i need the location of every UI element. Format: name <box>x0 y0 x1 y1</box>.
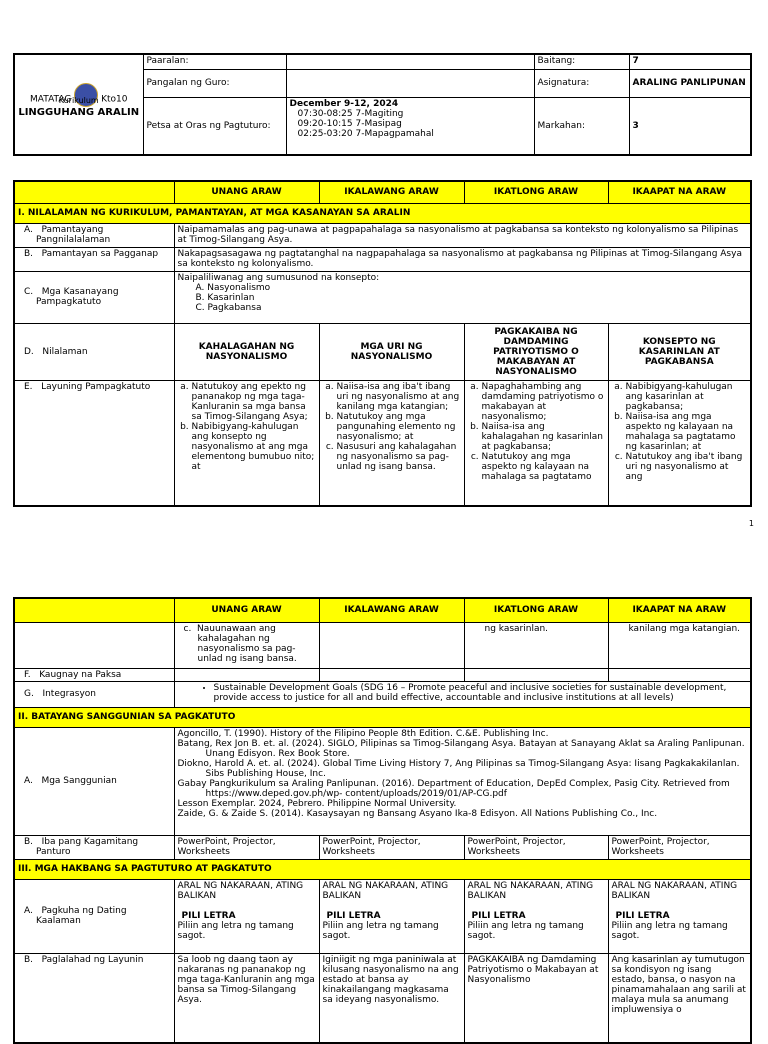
asignatura-label: Asignatura: <box>534 69 629 97</box>
dating-kaalaman-day2 <box>319 879 464 953</box>
kagamitan-day2: PowerPoint, Projector, Worksheets <box>319 835 464 859</box>
blank-header <box>14 598 174 622</box>
kagamitan-day4: PowerPoint, Projector, Worksheets <box>608 835 751 859</box>
matatag-text: MATATAG <box>30 94 72 105</box>
reference-item: Diokno, Harold A. et. al. (2024). Global Time Living History 7, Ang Pilipinas sa Timog-Silangang Asya: Iisang Pagkakakilanlan. Sibs Publishing House, Inc. <box>177 758 740 779</box>
asignatura-value: ARALING PANLIPUNAN <box>629 69 751 97</box>
layunin-day4-cont: kanilang mga katangian. <box>608 622 751 668</box>
list-item: b. Naiisa-isa ang kahalagahan ng kasarinlan at pagkabansa; <box>482 422 605 452</box>
list-item: b. Naiisa-isa ang mga aspekto ng kalayaan na mahalaga sa pagtatamo ng kasarinlan; at <box>626 412 748 452</box>
instruction-text: Piliin ang letra ng tamang sagot. <box>322 920 439 941</box>
row-label: D. Nilalaman <box>14 323 174 380</box>
kaugnay-day4 <box>608 668 751 681</box>
list-item: • Sustainable Development Goals (SDG 16 – Promote peaceful and inclusive societies for sustainable development, provide access to justice for all and build effective, accountable and inclusive institutions at all levels) <box>214 683 748 703</box>
reference-item: Batang, Rex Jon B. et. al. (2024). SIGLO, Pilipinas sa Timog-Silangang Asya. Batayan at Sanayang Aklat sa Araling Panlipunan. Unang Edisyon. Rex Book Store. <box>177 738 745 759</box>
nilalaman-day1: KAHALAGAHAN NG NASYONALISMO <box>174 323 319 380</box>
page-number: 1 <box>748 519 754 528</box>
kagamitan-day1: PowerPoint, Projector, Worksheets <box>174 835 319 859</box>
layunin-day3-cont: ng kasarinlan. <box>464 622 608 668</box>
row-label: B. Pamantayan sa Pagganap <box>14 247 174 271</box>
kaugnay-day1 <box>174 668 319 681</box>
nilalaman-day3: PAGKAKAIBA NG DAMDAMING PATRIYOTISMO O MAKABAYAN AT NASYONALISMO <box>464 323 608 380</box>
layunin-paglalahad-day1: Sa loob ng daang taon ay nakaranas ng pananakop ng mga taga-Kanluranin ang mga bansa sa Timog-Silangang Asya. <box>174 953 319 1043</box>
layunin-paglalahad-day2: Iginiigit ng mga paniniwala at kilusang nasyonalismo na ang estado at bansa ay kinakailangang magkasama sa ideyang nasyonalismo. <box>319 953 464 1043</box>
dating-kaalaman-day4 <box>608 879 751 953</box>
day-header: IKATLONG ARAW <box>464 181 608 203</box>
layunin-day2 <box>319 380 464 506</box>
schedule-line: 02:25-03:20 7-Mapagpamahal <box>297 128 434 139</box>
kaugnay-day2 <box>319 668 464 681</box>
balikan-text: ARAL NG NAKARAAN, ATING BALIKAN <box>322 880 449 901</box>
petsa-value <box>286 97 534 155</box>
pamantayan-pagganap-value: Nakapagsasagawa ng pagtatanghal na nagpapahalaga sa nasyonalismo at pagkabansa ng Pilipinas at Timog-Silangang Asya sa konteksto ng kolonyalismo. <box>174 247 751 271</box>
markahan-value: 3 <box>629 97 751 155</box>
section-title: I. NILALAMAN NG KURIKULUM, PAMANTAYAN, AT MGA KASANAYAN SA ARALIN <box>14 203 751 223</box>
layunin-paglalahad-day3: PAGKAKAIBA ng Damdaming Patriyotismo o Makabayan at Nasyonalismo <box>464 953 608 1043</box>
layunin-day3 <box>464 380 608 506</box>
layunin-paglalahad-day4: Ang kasarinlan ay tumutugon sa kondisyon ng isang estado, bansa, o nasyon na pinamamahalaan ang sarili at malaya mula sa anumang impluwensiya o <box>608 953 751 1043</box>
kasanayan-value <box>174 271 751 323</box>
day-header: IKALAWANG ARAW <box>319 598 464 622</box>
layunin-day1 <box>174 380 319 506</box>
nilalaman-day2: MGA URI NG NASYONALISMO <box>319 323 464 380</box>
kasanayan-intro: Naipaliliwanag ang sumusunod na konsepto: <box>177 272 380 283</box>
reference-item: Lesson Exemplar. 2024, Pebrero. Philippine Normal University. <box>177 798 457 809</box>
row-label: A. Pamantayang Pangnilalalaman <box>14 223 174 247</box>
pili-letra-text: PILI LETRA <box>471 910 526 921</box>
list-item: c. Natutukoy ang mga aspekto ng kalayaan na mahalaga sa pagtatamo <box>482 452 605 482</box>
layunin-day1-cont: c. Nauunawaan ang kahalagahan ng nasyonalismo sa pag-unlad ng isang bansa. <box>174 622 319 668</box>
row-label: F. Kaugnay na Paksa <box>14 668 174 681</box>
kaugnay-day3 <box>464 668 608 681</box>
instruction-text: Piliin ang letra ng tamang sagot. <box>467 920 584 941</box>
list-item: b. Nabibigyang-kahulugan ang konsepto ng nasyonalismo at ang mga elementong bumubuo nito; at <box>192 422 316 472</box>
guro-label: Pangalan ng Guro: <box>143 69 286 97</box>
nilalaman-day4: KONSEPTO NG KASARINLAN AT PAGKABANSA <box>608 323 751 380</box>
row-label: B. Paglalahad ng Layunin <box>14 953 174 1043</box>
dating-kaalaman-day3 <box>464 879 608 953</box>
day-header: IKAAPAT NA ARAW <box>608 181 751 203</box>
section-title: III. MGA HAKBANG SA PAGTUTURO AT PAGKATUTO <box>14 859 751 879</box>
layunin-day4 <box>608 380 751 506</box>
pamantayang-pangnilalaman-value: Naipamamalas ang pag-unawa at pagpapahalaga sa nasyonalismo at pagkabansa sa konteksto ng kolonyalismo sa Pilipinas at Timog-Silangang Asya. <box>174 223 751 247</box>
logo-cell <box>14 54 143 155</box>
paaralan-label: Paaralan: <box>143 54 286 69</box>
pili-letra-text: PILI LETRA <box>181 910 236 921</box>
pili-letra-text: PILI LETRA <box>326 910 381 921</box>
row-label: C. Mga Kasanayang Pampagkatuto <box>14 271 174 323</box>
instruction-text: Piliin ang letra ng tamang sagot. <box>177 920 294 941</box>
guro-value <box>286 69 534 97</box>
day-header: IKALAWANG ARAW <box>319 181 464 203</box>
row-label: G. Integrasyon <box>14 681 174 707</box>
pili-letra-text: PILI LETRA <box>615 910 670 921</box>
document-title: LINGGUHANG ARALIN <box>18 107 140 118</box>
list-item: B. Kasarinlan <box>195 292 255 303</box>
list-item: a. Napaghahambing ang damdaming patriyotismo o makabayan at nasyonalismo; <box>482 382 605 422</box>
day-header: UNANG ARAW <box>174 598 319 622</box>
section-title: II. BATAYANG SANGGUNIAN SA PAGKATUTO <box>14 707 751 727</box>
balikan-text: ARAL NG NAKARAAN, ATING BALIKAN <box>177 880 304 901</box>
baitang-value: 7 <box>629 54 751 69</box>
markahan-label: Markahan: <box>534 97 629 155</box>
reference-item: Gabay Pangkurikulum sa Araling Panlipunan. (2016). Department of Education, DepEd Complex, Pasig City. Retrieved from https://www.deped.gov.ph/wp- content/uploads/2019/01/AP-CG.pdf <box>177 778 730 799</box>
day-header: IKATLONG ARAW <box>464 598 608 622</box>
dating-kaalaman-day1 <box>174 879 319 953</box>
lesson-table-page2 <box>13 597 752 1044</box>
list-item: C. Pagkabansa <box>195 302 262 313</box>
integrasyon-value <box>174 681 751 707</box>
lesson-table-page1 <box>13 180 752 507</box>
balikan-text: ARAL NG NAKARAAN, ATING BALIKAN <box>611 880 738 901</box>
k10-text: Kto10 <box>101 94 128 105</box>
petsa-date: December 9-12, 2024 <box>289 98 399 109</box>
header-table <box>13 53 752 156</box>
continuation-label <box>14 622 174 668</box>
petsa-label: Petsa at Oras ng Pagtuturo: <box>143 97 286 155</box>
schedule-line: 07:30-08:25 7-Magiting <box>297 108 404 119</box>
list-item: a. Naiisa-isa ang iba't ibang uri ng nasyonalismo at ang kanilang mga katangian; <box>337 382 461 412</box>
references-cell <box>174 727 751 835</box>
list-item: a. Nabibigyang-kahulugan ang kasarinlan at pagkabansa; <box>626 382 748 412</box>
list-item: a. Natutukoy ang epekto ng pananakop ng mga taga-Kanluranin sa mga bansa sa Timog-Silangang Asya; <box>192 382 316 422</box>
row-label: B. Iba pang Kagamitang Panturo <box>14 835 174 859</box>
kurikulum-text: Kurikulum <box>58 96 99 105</box>
row-label: A. Pagkuha ng Dating Kaalaman <box>14 879 174 953</box>
kagamitan-day3: PowerPoint, Projector, Worksheets <box>464 835 608 859</box>
list-item: c. Natutukoy ang iba't ibang uri ng nasyonalismo at ang <box>626 452 748 482</box>
blank-header <box>14 181 174 203</box>
row-label: E. Layuning Pampagkatuto <box>14 380 174 506</box>
instruction-text: Piliin ang letra ng tamang sagot. <box>611 920 728 941</box>
balikan-text: ARAL NG NAKARAAN, ATING BALIKAN <box>467 880 594 901</box>
reference-item: Zaide, G. & Zaide S. (2014). Kasaysayan ng Bansang Asyano Ika-8 Edisyon. All Nations Publishing Co., Inc. <box>177 808 658 819</box>
baitang-label: Baitang: <box>534 54 629 69</box>
day-header: IKAAPAT NA ARAW <box>608 598 751 622</box>
schedule-line: 09:20-10:15 7-Masipag <box>297 118 402 129</box>
reference-item: Agoncillo, T. (1990). History of the Filipino People 8th Edition. C.&E. Publishing Inc. <box>177 728 549 739</box>
layunin-day2-cont <box>319 622 464 668</box>
list-item: A. Nasyonalismo <box>195 282 271 293</box>
day-header: UNANG ARAW <box>174 181 319 203</box>
list-item: b. Natutukoy ang mga pangunahing elemento ng nasyonalismo; at <box>337 412 461 442</box>
row-label: A. Mga Sanggunian <box>14 727 174 835</box>
paaralan-value <box>286 54 534 69</box>
list-item: c. Nasusuri ang kahalagahan ng nasyonalismo sa pag-unlad ng isang bansa. <box>337 442 461 472</box>
